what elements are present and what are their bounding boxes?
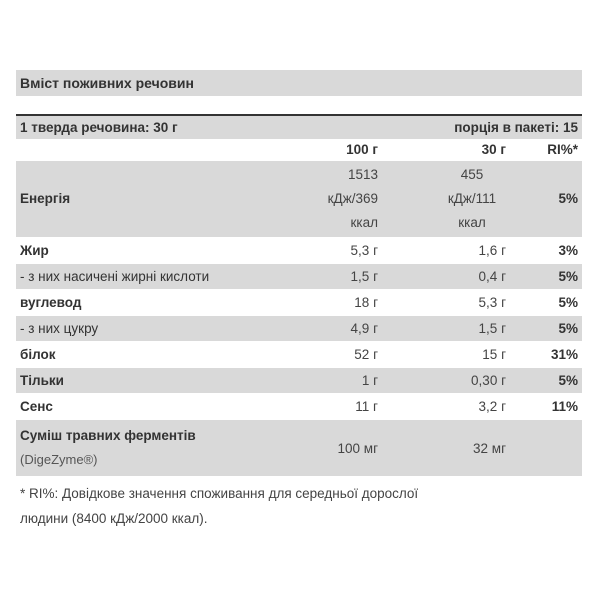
row-name: вуглевод: [20, 294, 82, 310]
row-per-30: 1,5 г: [478, 321, 506, 336]
row-name: Енергія: [20, 191, 71, 206]
table-row: [16, 264, 582, 290]
row-ri: 3%: [558, 242, 578, 258]
row-subname: (DigeZyme®): [20, 452, 98, 467]
row-per-100: 4,9 г: [350, 321, 378, 336]
nutrition-table: [16, 70, 582, 531]
row-per-30: 3,2 г: [478, 399, 506, 414]
column-ri: RI%*: [547, 142, 578, 157]
row-per-30: 1,6 г: [478, 243, 506, 258]
row-per-100: 100 мг: [337, 440, 378, 456]
column-per-100: 100 г: [346, 142, 378, 157]
row-name: - з них цукру: [20, 320, 99, 336]
table-row-enzymes: [16, 420, 582, 477]
footnote: * RI%: Довідкове значення споживання для середньої дорослої людини (8400 кДж/2000 ккал).: [20, 486, 419, 526]
row-per-30: 5,3 г: [478, 295, 506, 310]
row-per-100: 18 г: [354, 295, 378, 310]
table-row-energy: [16, 161, 582, 238]
row-name: Сенс: [20, 398, 53, 414]
row-ri: 5%: [558, 372, 578, 388]
row-ri: 5%: [558, 294, 578, 310]
table-row: [16, 342, 582, 368]
servings-per-pack: порція в пакеті: 15: [454, 120, 578, 135]
row-per-100: 5,3 г: [350, 243, 378, 258]
row-per-100: 1513 кДж/369 ккал: [327, 167, 378, 230]
row-ri: 5%: [558, 191, 578, 206]
row-per-30: 32 мг: [473, 440, 506, 456]
row-ri: 11%: [551, 398, 578, 414]
row-name: білок: [20, 346, 56, 362]
row-name: Тільки: [20, 372, 64, 388]
row-ri: 5%: [558, 320, 578, 336]
table-row: [16, 394, 582, 420]
row-per-30: 15 г: [482, 347, 506, 362]
table-row: [16, 238, 582, 264]
row-per-100: 11 г: [355, 399, 378, 414]
serving-size: 1 тверда речовина: 30 г: [20, 120, 178, 135]
row-per-30: 0,30 г: [471, 373, 506, 388]
serving-row: [16, 116, 582, 139]
column-header-row: [16, 139, 582, 161]
row-per-30: 0,4 г: [478, 269, 506, 284]
row-name: - з них насичені жирні кислоти: [20, 268, 210, 284]
row-per-30: 455 кДж/111 ккал: [447, 167, 497, 230]
table-row: [16, 368, 582, 394]
row-name: Жир: [20, 242, 49, 258]
table-title: Вміст поживних речовин: [16, 70, 582, 96]
row-ri: 5%: [558, 268, 578, 284]
row-ri: 31%: [550, 346, 578, 362]
row-per-100: 1 г: [361, 373, 378, 388]
row-per-100: 52 г: [354, 347, 378, 362]
row-per-100: 1,5 г: [350, 269, 378, 284]
table-row: [16, 290, 582, 316]
column-per-30: 30 г: [481, 142, 506, 157]
row-name: Суміш травних ферментів (DigeZyme®): [16, 422, 313, 474]
table-row: [16, 316, 582, 342]
